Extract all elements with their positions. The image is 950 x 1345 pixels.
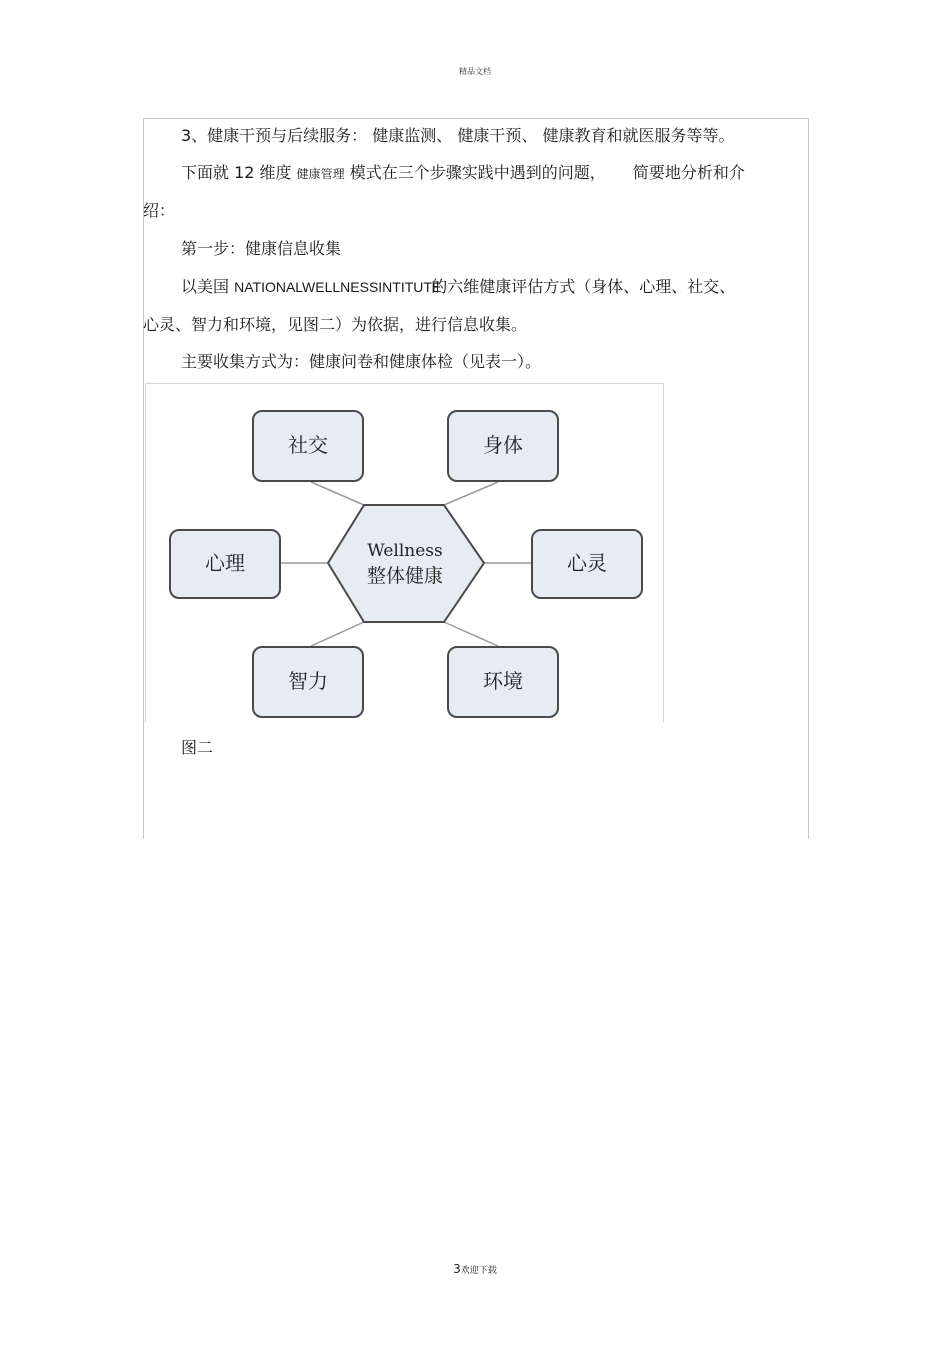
node-spirit [532, 530, 642, 598]
node-environment-label: 环境 [483, 669, 523, 693]
connector-body [444, 482, 498, 505]
intro-part-a: 下面就 12 维度 [181, 163, 292, 182]
node-body-label: 身体 [483, 433, 523, 457]
method-part-a: 以美国 [181, 277, 230, 296]
intro-part-d: 简要地分析和介 [632, 163, 745, 182]
node-mind-label: 心理 [205, 551, 245, 575]
node-environment [448, 647, 558, 717]
node-social-label: 社交 [288, 433, 328, 457]
figure-caption: 图二 [181, 738, 214, 757]
node-social [253, 411, 363, 481]
connector-intellect [311, 622, 364, 646]
footer-text: 欢迎下载 [460, 1266, 497, 1276]
wellness-diagram [145, 383, 664, 722]
node-intellect-label: 智力 [288, 669, 328, 693]
center-hexagon [328, 505, 484, 622]
intro-part-c: 模式在三个步骤实践中遇到的问题， [349, 163, 606, 182]
text-line-intervention: 3、健康干预与后续服务： 健康监测、 健康干预、 健康教育和就医服务等等。 [181, 126, 735, 145]
text-line-step-one: 第一步：健康信息收集 [181, 239, 342, 258]
wellness-diagram-svg [146, 384, 663, 722]
node-intellect [253, 647, 363, 717]
node-body [448, 411, 558, 481]
institute-name: NATIONALWELLNESSINTITUTE [234, 279, 442, 295]
text-line-collection: 主要收集方式为：健康问卷和健康体检（见表一）。 [181, 352, 542, 371]
page-number: 3 [453, 1262, 461, 1276]
method-part-c: 的六维健康评估方式（身体、心理、社交、 [431, 277, 736, 296]
header-note: 精品文档 [459, 67, 491, 76]
node-spirit-label: 心灵 [567, 551, 607, 575]
footer-note [0, 1262, 950, 1276]
node-mind [170, 530, 280, 598]
connector-environment [444, 622, 498, 646]
intro-part-b: 健康管理 [296, 167, 345, 181]
text-line-method [181, 277, 735, 297]
text-line-method-cont: 心灵、智力和环境，见图二）为依据，进行信息收集。 [143, 315, 528, 334]
center-label-zh: 整体健康 [366, 565, 444, 587]
connector-social [311, 482, 364, 505]
center-label-en: Wellness [367, 541, 443, 561]
text-line-intro-cont: 绍： [143, 201, 176, 220]
text-line-intro [181, 163, 745, 184]
